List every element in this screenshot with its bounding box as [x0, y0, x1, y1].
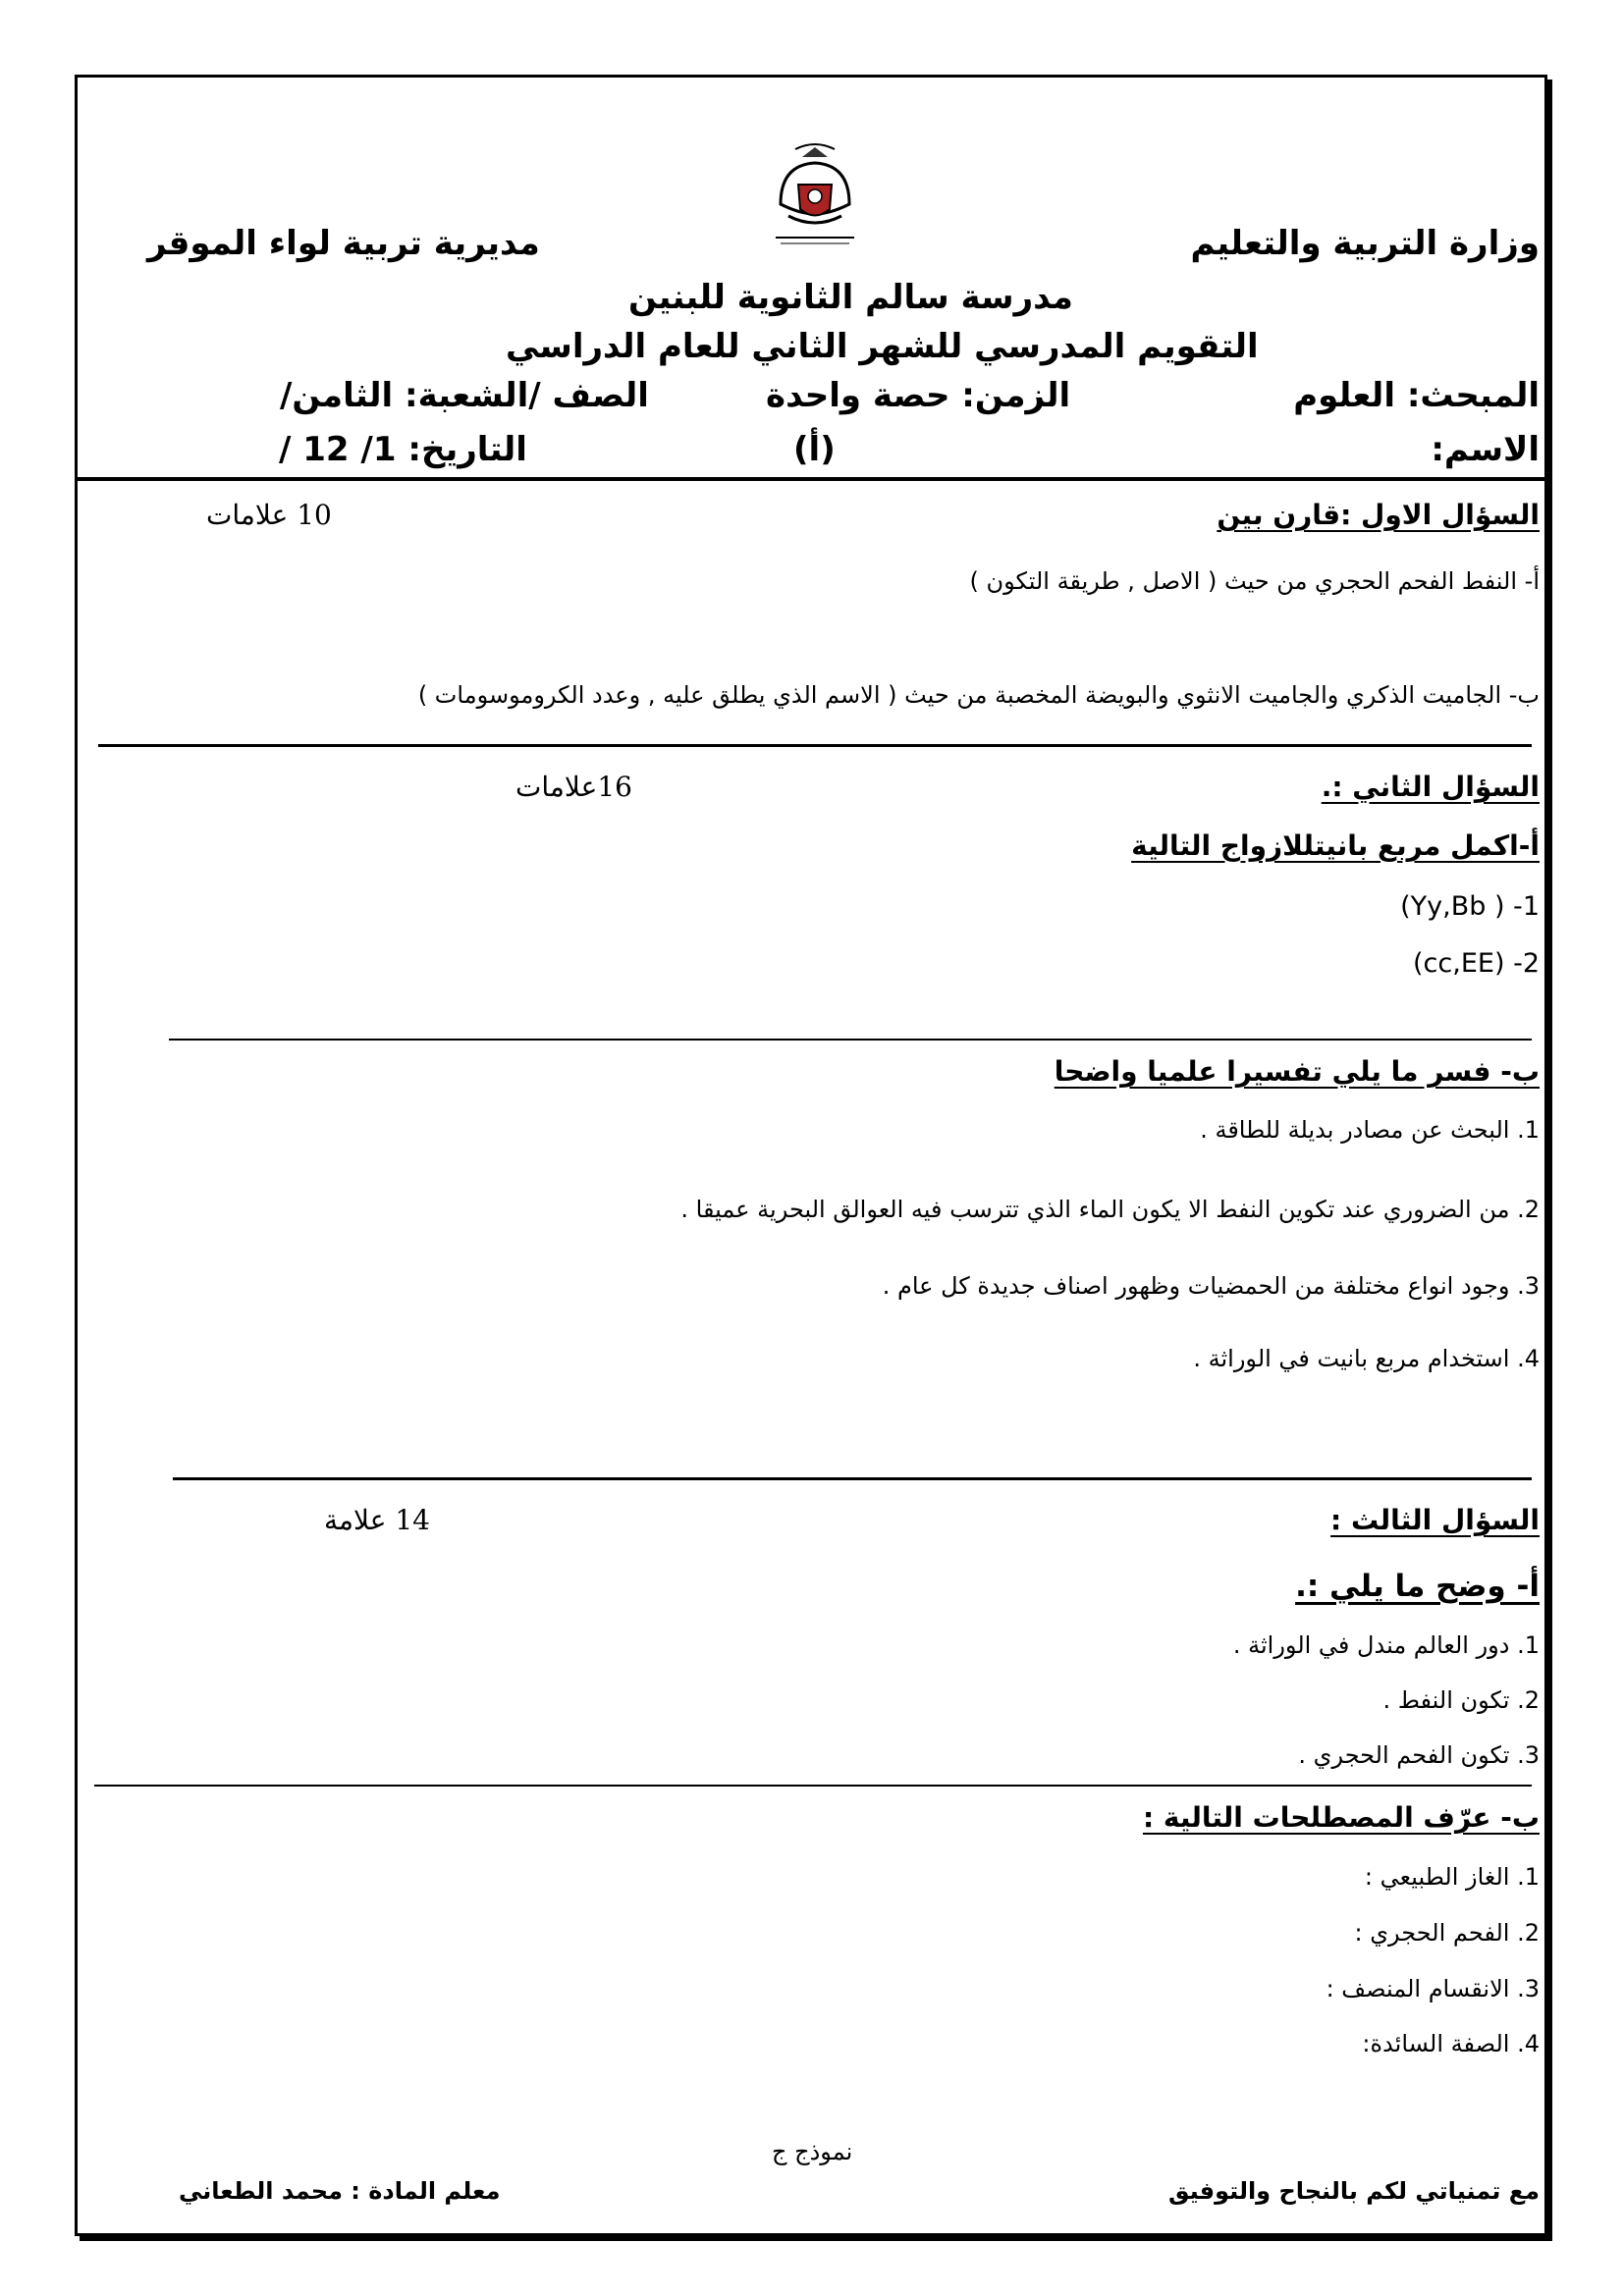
q3-a-title: أ- وضح ما يلي :. — [1295, 1569, 1540, 1604]
q2-b-item-1: 1. البحث عن مصادر بديلة للطاقة . — [1200, 1116, 1540, 1144]
model-label: نموذج ج — [772, 2138, 853, 2165]
q2-marks: 16علامات — [515, 771, 632, 803]
q3-a-item-2: 2. تكون النفط . — [1382, 1686, 1540, 1714]
q2-a-item-2: 2- (cc,EE) — [1413, 948, 1540, 979]
duration-label: الزمن: حصة واحدة — [766, 376, 1071, 415]
q2-b-title: ب- فسر ما يلي تفسيرا علميا واضحا — [1054, 1055, 1540, 1088]
q2-inner-divider — [169, 1039, 1532, 1041]
q2-a-item-1: 1- ( Yy,Bb) — [1400, 891, 1540, 922]
subject-label: المبحث: العلوم — [1293, 376, 1540, 415]
school-name: مدرسة سالم الثانوية للبنين — [628, 278, 1073, 317]
student-name-label: الاسم: — [1431, 430, 1540, 469]
q3-marks: 14 علامة — [324, 1504, 430, 1536]
q3-inner-divider — [94, 1785, 1532, 1787]
q1-part-b: ب- الجاميت الذكري والجاميت الانثوي والبويضة المخصبة من حيث ( الاسم الذي يطلق عليه , وعدد الكروموسومات ) — [417, 681, 1540, 709]
jordan-coat-of-arms-icon — [751, 135, 879, 253]
q2-title: السؤال الثاني :. — [1321, 771, 1540, 803]
q2-b-item-2: 2. من الضروري عند تكوين النفط الا يكون الماء الذي تترسب فيه العوالق البحرية عميقا . — [680, 1196, 1540, 1223]
q3-b-item-2: 2. الفحم الحجري : — [1354, 1919, 1540, 1947]
q1-part-a: أ- النفط الفحم الحجري من حيث ( الاصل , طريقة التكون ) — [969, 567, 1540, 595]
q3-a-item-3: 3. تكون الفحم الحجري . — [1298, 1741, 1540, 1769]
exam-title: التقويم المدرسي للشهر الثاني للعام الدراسي — [506, 327, 1259, 366]
q3-b-item-3: 3. الانقسام المنصف : — [1326, 1975, 1540, 2002]
q3-b-title: ب- عرّف المصطلحات التالية : — [1142, 1801, 1540, 1834]
q1-marks: 10 علامات — [206, 499, 332, 531]
q2-b-item-4: 4. استخدام مربع بانيت في الوراثة . — [1193, 1345, 1540, 1372]
q3-a-item-1: 1. دور العالم مندل في الوراثة . — [1232, 1631, 1540, 1659]
ministry-name: وزارة التربية والتعليم — [1190, 224, 1540, 263]
q3-title: السؤال الثالث : — [1330, 1504, 1540, 1536]
date-label: التاريخ: 1/ 12 / — [279, 430, 527, 469]
q2-b-item-3: 3. وجود انواع مختلفة من الحمضيات وظهور اصناف جديدة كل عام . — [882, 1272, 1540, 1300]
q2-a-title: أ-اكمل مربع بانيتللازواج التالية — [1131, 829, 1540, 862]
directorate-name: مديرية تربية لواء الموقر — [147, 224, 540, 263]
q3-b-item-1: 1. الغاز الطبيعي : — [1364, 1863, 1540, 1891]
q1-divider — [98, 744, 1532, 747]
q1-title: السؤال الاول :قارن بين — [1217, 499, 1540, 531]
wishes-text: مع تمنياتي لكم بالنجاح والتوفيق — [1167, 2177, 1540, 2205]
class-label: الصف /الشعبة: الثامن/ — [280, 376, 649, 415]
version-label: (أ) — [793, 430, 836, 469]
q3-b-item-4: 4. الصفة السائدة: — [1362, 2030, 1540, 2057]
teacher-name: معلم المادة : محمد الطعاني — [179, 2177, 501, 2205]
q2-divider — [173, 1477, 1532, 1480]
header-divider — [75, 477, 1547, 481]
